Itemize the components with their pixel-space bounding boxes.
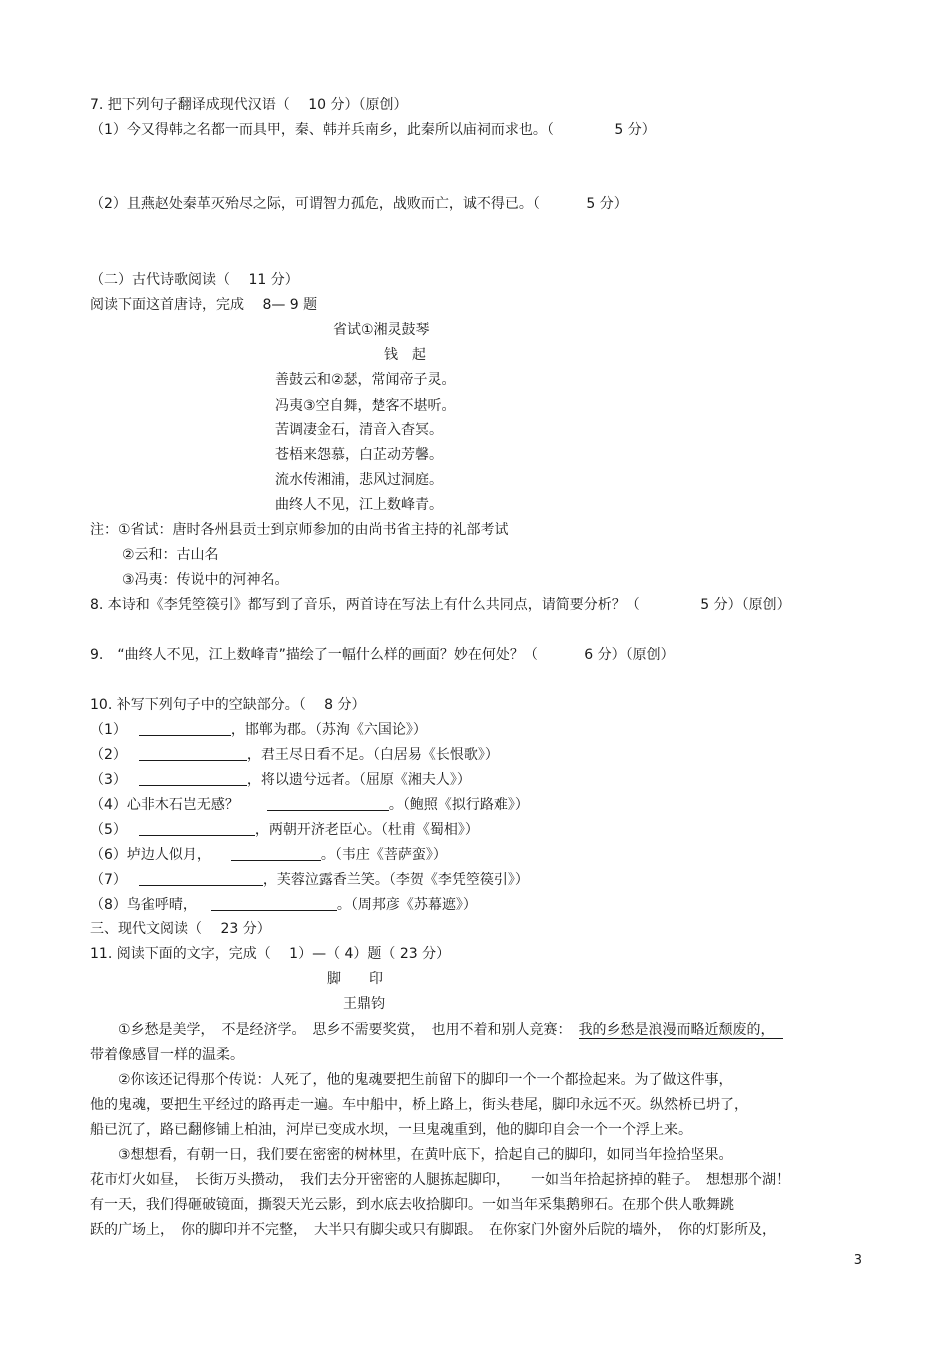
question-8: 8. 本诗和《李凭箜篌引》都写到了音乐，两首诗在写法上有什么共同点，请简要分析？（ 5 分）（原创）	[90, 597, 791, 613]
answer-blank[interactable]	[231, 846, 321, 861]
answer-blank[interactable]	[139, 871, 263, 886]
answer-blank[interactable]	[211, 896, 337, 911]
paragraph-2-line: 他的鬼魂，要把生平经过的路再走一遍。车中船中，桥上路上，街头巷尾，脚印永远不灭。纵然桥已坍了，	[90, 1097, 748, 1113]
section-3-heading: 三、现代文阅读（ 23 分）	[90, 921, 271, 937]
essay-title: 脚 印	[327, 971, 383, 987]
poem-author: 钱 起	[384, 347, 426, 363]
paragraph-1: ①乡愁是美学， 不是经济学。 思乡不需要奖赏， 也用不着和别人竞赛： 我的乡愁是浪漫而略近颓废的，	[90, 1021, 783, 1039]
poem-instruction: 阅读下面这首唐诗，完成 8— 9 题	[90, 297, 318, 313]
poem-line: 曲终人不见，江上数峰青。	[275, 497, 443, 513]
poem-title: 省试①湘灵鼓琴	[333, 322, 430, 338]
poem-section-heading: （二）古代诗歌阅读（ 11 分）	[90, 272, 299, 288]
poem-line: 苍梧来怨慕，白芷动芳馨。	[275, 447, 443, 463]
q7-sentence-2: （2）且燕赵处秦革灭殆尽之际，可谓智力孤危，战败而亡，诚不得已。（ 5 分）	[90, 196, 628, 212]
answer-blank[interactable]	[139, 771, 247, 786]
paragraph-1-cont: 带着像感冒一样的温柔。	[90, 1047, 244, 1063]
question-11: 11. 阅读下面的文字，完成（ 1）—（ 4）题（ 23 分）	[90, 946, 451, 962]
paragraph-3-line: 跃的广场上， 你的脚印并不完整， 大半只有脚尖或只有脚跟。 在你家门外窗外后院的墙外， 你的灯影所及，	[90, 1222, 776, 1238]
poem-line: 苦调凄金石，清音入杳冥。	[275, 422, 443, 438]
q7-title: 7. 把下列句子翻译成现代汉语（ 10 分）（原创）	[90, 97, 408, 113]
paragraph-2-line: ②你该还记得那个传说：人死了，他的鬼魂要把生前留下的脚印一个一个都捡起来。为了做这件事，	[90, 1072, 733, 1088]
answer-blank[interactable]	[139, 821, 255, 836]
poem-line: 冯夷③空自舞，楚客不堪听。	[275, 398, 456, 414]
answer-blank[interactable]	[139, 721, 231, 736]
answer-blank[interactable]	[267, 796, 389, 811]
answer-blank[interactable]	[139, 746, 247, 761]
poem-note: ③冯夷：传说中的河神名。	[122, 572, 289, 588]
fill-item: （6）垆边人似月， 。（韦庄《菩萨蛮》）	[90, 847, 447, 863]
fill-item: （4）心非木石岂无感？ 。（鲍照《拟行路难》）	[90, 797, 529, 813]
paragraph-3-line: 有一天，我们得砸破镜面，撕裂天光云影，到水底去收拾脚印。一如当年采集鹅卵石。在那个供人歌舞跳	[90, 1197, 734, 1213]
fill-item: （2） ，君王尽日看不足。（白居易《长恨歌》）	[90, 747, 499, 763]
poem-line: 善鼓云和②瑟，常闻帝子灵。	[275, 372, 456, 388]
paragraph-3-line: 花市灯火如昼， 长街万头攒动， 我们去分开密密的人腿拣起脚印， 一如当年拾起挤掉的鞋子。 想想那个湖！	[90, 1172, 790, 1188]
poem-line: 流水传湘浦，悲风过洞庭。	[275, 472, 443, 488]
fill-item: （8）鸟雀呼晴， 。（周邦彦《苏幕遮》）	[90, 897, 477, 913]
essay-author: 王鼎钧	[343, 996, 385, 1012]
paragraph-2-line: 船已沉了，路已翻修铺上柏油，河岸已变成水坝，一旦鬼魂重到，他的脚印自会一个一个浮上来。	[90, 1122, 692, 1138]
q10-title: 10. 补写下列句子中的空缺部分。（ 8 分）	[90, 697, 366, 713]
page-number: 3	[853, 1253, 862, 1268]
question-9: 9. “曲终人不见，江上数峰青”描绘了一幅什么样的画面？妙在何处？（ 6 分）（原创）	[90, 647, 675, 663]
poem-note: 注：①省试：唐时各州县贡士到京师参加的由尚书省主持的礼部考试	[90, 522, 509, 538]
fill-item: （7） ，芙蓉泣露香兰笑。（李贺《李凭箜篌引》）	[90, 872, 529, 888]
fill-item: （3） ，将以遗兮远者。（屈原《湘夫人》）	[90, 772, 471, 788]
fill-item: （5） ，两朝开济老臣心。（杜甫《蜀相》）	[90, 822, 479, 838]
poem-note: ②云和：古山名	[122, 547, 219, 563]
q7-sentence-1: （1）今又得韩之名都一而具甲，秦、韩并兵南乡，此秦所以庙祠而求也。（ 5 分）	[90, 122, 656, 138]
underlined-sentence: 我的乡愁是浪漫而略近颓废的，	[578, 1022, 775, 1038]
paragraph-3-line: ③想想看，有朝一日，我们要在密密的树林里，在黄叶底下，拾起自己的脚印，如同当年捡拾坚果。	[90, 1147, 733, 1163]
fill-item: （1） ，邯郸为郡。（苏洵《六国论》）	[90, 722, 427, 738]
